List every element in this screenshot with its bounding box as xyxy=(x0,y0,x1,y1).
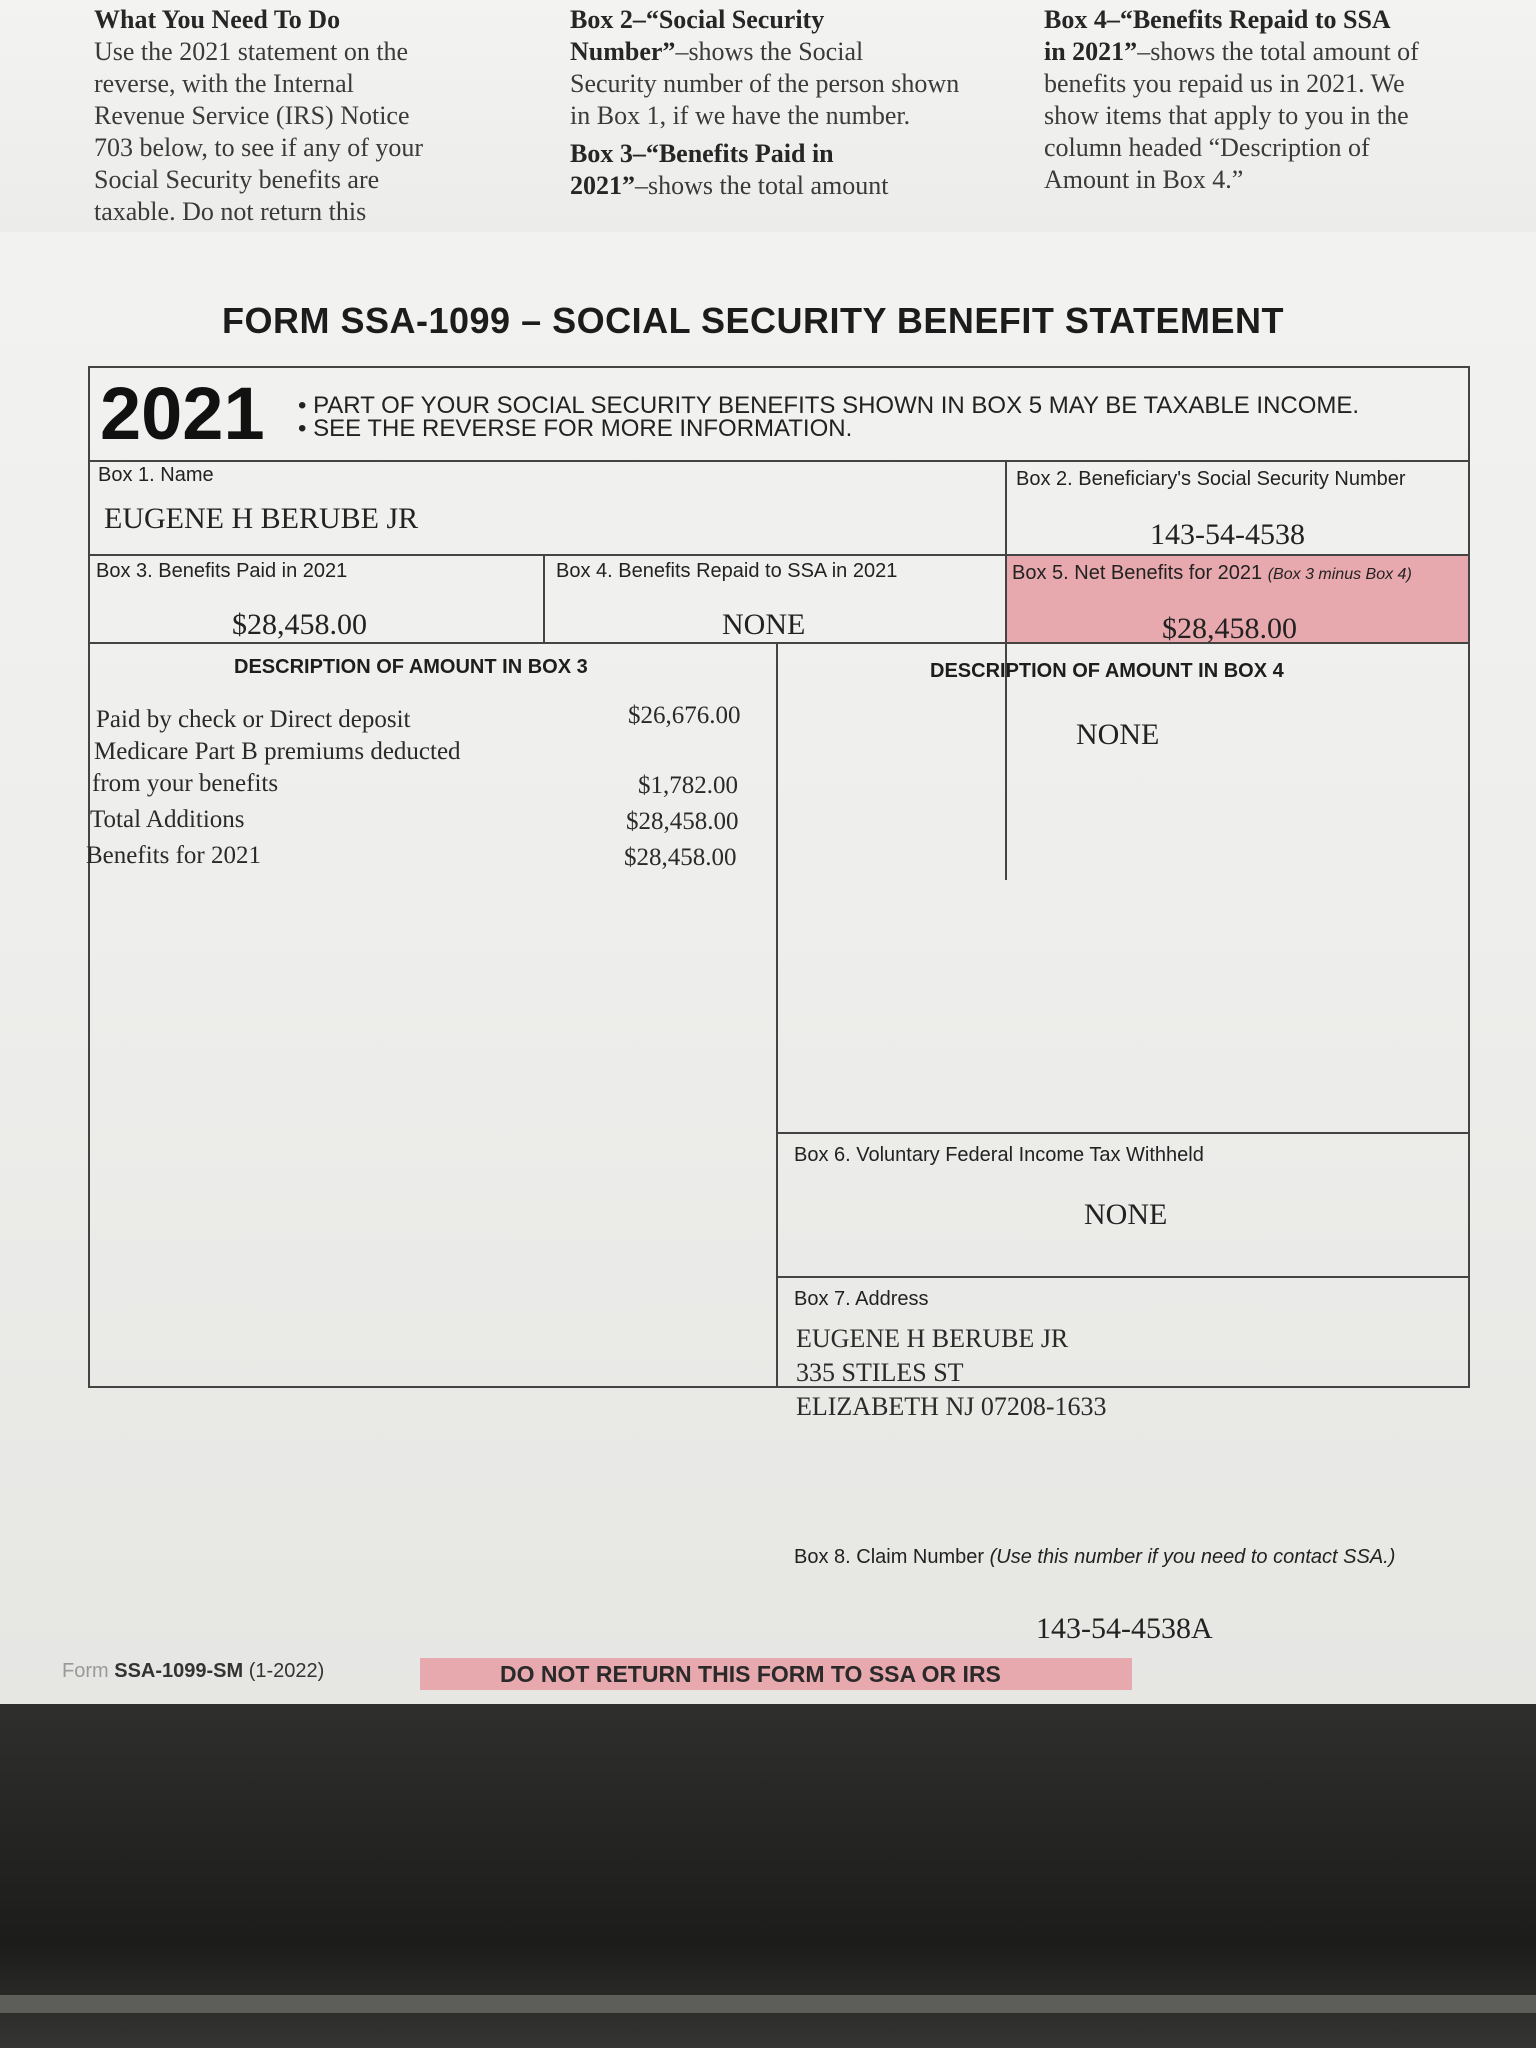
instructions-line: column headed “Description of xyxy=(1044,133,1370,162)
box8-label: Box 8. Claim Number (Use this number if you need to contact SSA.) xyxy=(794,1546,1396,1568)
notice-line: • PART OF YOUR SOCIAL SECURITY BENEFITS SHOWN IN BOX 5 MAY BE TAXABLE INCOME. xyxy=(298,392,1360,419)
claim-number: 143-54-4538A xyxy=(1036,1612,1213,1645)
instructions-heading: Box 4–“Benefits Repaid to SSA xyxy=(1044,5,1391,34)
box7-label: Box 7. Address xyxy=(794,1288,929,1310)
instructions-line: –shows the Social xyxy=(675,37,864,66)
box1-label: Box 1. Name xyxy=(98,464,214,486)
instructions-column-box2-box3 xyxy=(570,4,1010,202)
address-line: EUGENE H BERUBE JR xyxy=(796,1324,1069,1353)
instructions-column-box4 xyxy=(1044,4,1484,196)
instructions-column-what-to-do xyxy=(94,4,474,228)
description-row-amount: $28,458.00 xyxy=(626,808,739,835)
benefits-repaid-amount: NONE xyxy=(722,608,806,641)
instructions-line: Use the 2021 statement on the xyxy=(94,37,409,66)
description-row-amount: $28,458.00 xyxy=(624,844,737,871)
instructions-line: Revenue Service (IRS) Notice xyxy=(94,101,410,130)
instructions-line: benefits you repaid us in 2021. We xyxy=(1044,69,1405,98)
instructions-heading: Box 3–“Benefits Paid in xyxy=(570,139,834,168)
box3-label: Box 3. Benefits Paid in 2021 xyxy=(96,560,348,582)
description-row-label: from your benefits xyxy=(92,770,279,797)
address-line: 335 STILES ST xyxy=(796,1358,964,1387)
box6-label: Box 6. Voluntary Federal Income Tax Withheld xyxy=(794,1144,1204,1166)
net-benefits-amount: $28,458.00 xyxy=(1162,612,1297,645)
notice-text: DO NOT RETURN THIS FORM TO SSA OR IRS xyxy=(500,1661,1001,1687)
tax-withheld-value: NONE xyxy=(1084,1198,1168,1231)
form-number: Form SSA-1099-SM (1-2022) xyxy=(62,1660,325,1682)
divider xyxy=(776,1276,1470,1278)
benefits-paid-amount: $28,458.00 xyxy=(232,608,367,641)
instructions-line: –shows the total amount xyxy=(635,171,889,200)
instructions-line: Security number of the person shown xyxy=(570,69,960,98)
ssa-1099-form xyxy=(0,232,1536,1704)
divider xyxy=(88,460,1470,462)
instructions-line: 703 below, to see if any of your xyxy=(94,133,424,162)
description-row-label: Benefits for 2021 xyxy=(86,842,261,869)
instructions-heading: Box 2–“Social Security xyxy=(570,5,825,34)
instructions-line: taxable. Do not return this xyxy=(94,197,367,226)
instructions-heading: 2021” xyxy=(570,171,635,200)
description-box3-heading: DESCRIPTION OF AMOUNT IN BOX 3 xyxy=(234,656,588,678)
box2-label: Box 2. Beneficiary's Social Security Number xyxy=(1016,468,1406,490)
instructions-heading: Number” xyxy=(570,37,676,66)
instructions-line: Amount in Box 4.” xyxy=(1044,165,1244,194)
form-title: FORM SSA-1099 – SOCIAL SECURITY BENEFIT STATEMENT xyxy=(222,300,1284,341)
description-row-amount: $26,676.00 xyxy=(628,702,741,729)
box5-label: Box 5. Net Benefits for 2021 (Box 3 minus Box 4) xyxy=(1012,562,1412,584)
notice-line: • SEE THE REVERSE FOR MORE INFORMATION. xyxy=(298,415,853,442)
box4-label: Box 4. Benefits Repaid to SSA in 2021 xyxy=(556,560,898,582)
instructions-line: reverse, with the Internal xyxy=(94,69,354,98)
beneficiary-name: EUGENE H BERUBE JR xyxy=(104,502,419,535)
box8-note: (Use this number if you need to contact SSA.) xyxy=(989,1546,1396,1568)
description-row-amount: $1,782.00 xyxy=(638,772,738,799)
table-edge xyxy=(0,1995,1536,2013)
address-line: ELIZABETH NJ 07208-1633 xyxy=(796,1392,1107,1421)
description-row-label: Paid by check or Direct deposit xyxy=(96,706,411,733)
instructions-line: in Box 1, if we have the number. xyxy=(570,101,911,130)
divider xyxy=(776,1132,1470,1134)
tax-year: 2021 xyxy=(100,372,265,455)
beneficiary-ssn: 143-54-4538 xyxy=(1150,518,1305,551)
box5-note: (Box 3 minus Box 4) xyxy=(1267,566,1412,583)
instructions-heading: What You Need To Do xyxy=(94,5,341,34)
instructions-panel xyxy=(0,0,1536,232)
taxable-notice xyxy=(298,394,1359,440)
do-not-return-notice xyxy=(420,1658,1132,1690)
description-row-label: Total Additions xyxy=(90,806,245,833)
instructions-line: –shows the total amount of xyxy=(1137,37,1419,66)
instructions-line: Social Security benefits are xyxy=(94,165,380,194)
description-box4-heading: DESCRIPTION OF AMOUNT IN BOX 4 xyxy=(930,660,1284,682)
divider xyxy=(543,554,545,642)
description-row-label: Medicare Part B premiums deducted xyxy=(94,738,461,765)
description-box4-value: NONE xyxy=(1076,718,1160,751)
instructions-line: show items that apply to you in the xyxy=(1044,101,1409,130)
instructions-heading: in 2021” xyxy=(1044,37,1138,66)
